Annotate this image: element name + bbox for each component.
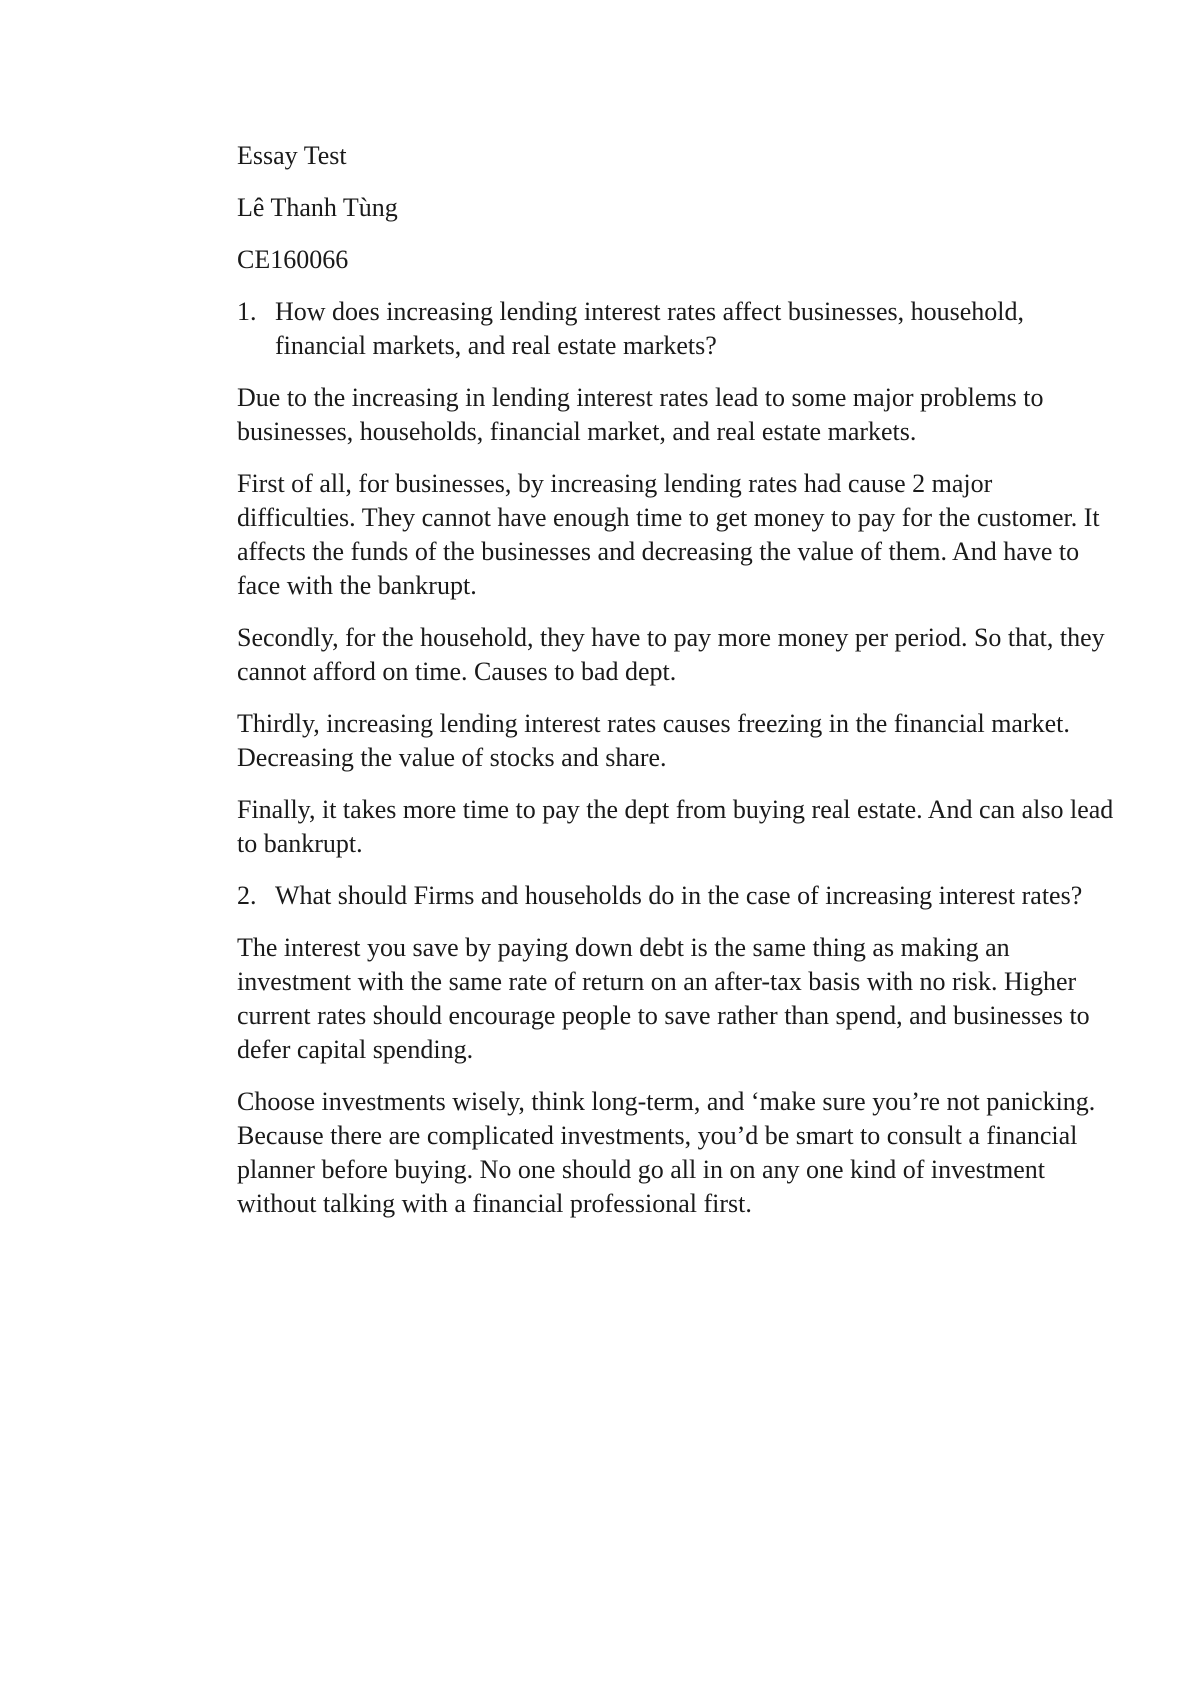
answer-2-paragraph-2: Choose investments wisely, think long-term, and ‘make sure you’re not panicking. Because there are complicated investments, you’d be smart to consult a financial planner before buying. No one should go all in on any one kind of investment without talking with a financial professional first. [237, 1087, 1096, 1218]
answer-2-paragraph-1: The interest you save by paying down debt is the same thing as making an investment with the same rate of return on an after-tax basis with no risk. Higher current rates should encourage people to save rather than spend, and businesses to defer capital spending. [237, 933, 1090, 1064]
answer-1-paragraph-5: Finally, it takes more time to pay the dept from buying real estate. And can also lead to bankrupt. [237, 795, 1114, 858]
question-1 [237, 295, 1117, 363]
question-2 [237, 879, 1117, 913]
answer-1-paragraph-3: Secondly, for the household, they have to pay more money per period. So that, they cannot afford on time. Causes to bad dept. [237, 623, 1105, 686]
answer-1-paragraph-1: Due to the increasing in lending interest rates lead to some major problems to businesses, households, financial market, and real estate markets. [237, 383, 1044, 446]
question-1-text: How does increasing lending interest rates affect businesses, household, financial markets, and real estate markets? [275, 297, 1024, 360]
student-id: CE160066 [237, 245, 349, 274]
answer-1-paragraph-4: Thirdly, increasing lending interest rates causes freezing in the financial market. Decreasing the value of stocks and share. [237, 709, 1070, 772]
author-name: Lê Thanh Tùng [237, 193, 398, 222]
document-body [237, 139, 1117, 1239]
question-1-number: 1. [237, 297, 257, 326]
question-2-number: 2. [237, 881, 257, 910]
answer-1-paragraph-2: First of all, for businesses, by increasing lending rates had cause 2 major difficulties. They cannot have enough time to get money to pay for the customer. It affects the funds of the businesses and decreasing the value of them. And have to face with the bankrupt. [237, 469, 1100, 600]
essay-title: Essay Test [237, 141, 347, 170]
question-2-text: What should Firms and households do in the case of increasing interest rates? [275, 881, 1083, 910]
